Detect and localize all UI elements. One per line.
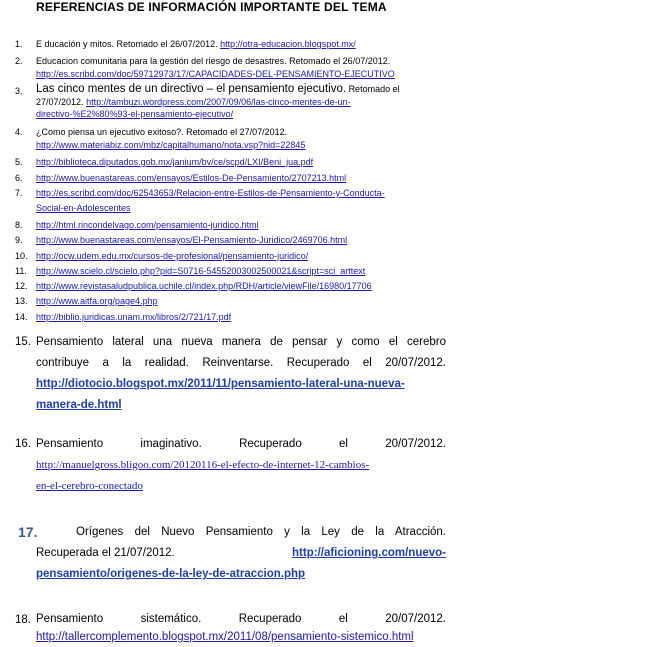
page-title: REFERENCIAS DE INFORMACIÓN IMPORTANTE DEL TEMA (36, 0, 387, 14)
reference-text: Recuperada el 21/07/2012. (36, 547, 175, 559)
reference-number: 7. (15, 188, 23, 198)
reference-text: ¿Como piensa un ejecutivo exitoso?. Retomado el 27/07/2012. (36, 127, 288, 137)
reference-link[interactable]: http://www.buenastareas.com/ensayos/Estilos-De-Pensamiento/2707213.html (36, 173, 347, 183)
reference-text: Pensamiento lateral una nueva manera de pensar y como el cerebro (36, 336, 446, 348)
reference-date: 27/07/2012. (36, 96, 84, 107)
reference-number: 13. (15, 296, 28, 306)
reference-number: 8. (15, 220, 23, 230)
reference-text: Orígenes del Nuevo Pensamiento y la Ley de la Atracción. (76, 526, 446, 538)
reference-link[interactable]: http://www.aitfa.org/page4.php (36, 296, 158, 306)
reference-link[interactable]: http://biblioteca.diputados.gob.mx/janium/bv/ce/scpd/LXI/Beni_jua.pdf (36, 157, 314, 167)
reference-number: 3. (15, 86, 23, 96)
reference-link[interactable]: http://www.revistasaludpublica.uchile.cl/index.php/RDH/article/viewFile/16980/17706 (36, 281, 372, 291)
reference-number: 2. (15, 56, 23, 66)
reference-link-continued[interactable]: manera-de.html (36, 399, 122, 411)
reference-text: contribuye a la realidad. Reinventarse. Recuperado el 20/07/2012. (36, 357, 446, 369)
reference-link[interactable]: http://manuelgross.bligoo.com/20120116-el-efecto-de-internet-12-cambios- (36, 459, 370, 471)
reference-number: 4. (15, 127, 23, 137)
reference-link-continued[interactable]: Social-en-Adolescentes (36, 202, 131, 213)
reference-text: Pensamiento imaginativo. Recuperado el 20/07/2012. (36, 438, 446, 450)
reference-number: 11. (15, 266, 27, 276)
reference-number: 6. (15, 173, 23, 183)
reference-text: Las cinco mentes de un directivo – el pensamiento ejecutivo. (36, 83, 347, 95)
reference-number: 15. (15, 336, 31, 348)
reference-link-continued[interactable]: pensamiento/origenes-de-la-ley-de-atraccion.php (36, 568, 306, 580)
reference-link[interactable]: http://www.buenastareas.com/ensayos/El-Pensamiento-Juridico/2469706.html (36, 235, 348, 245)
reference-link[interactable]: http://ocw.udem.edu.mx/cursos-de-profesional/pensamiento-juridico/ (36, 251, 309, 261)
reference-link[interactable]: http://www.materiabiz.com/mbz/capitalhumano/nota.vsp?nid=22845 (36, 139, 306, 150)
reference-link[interactable]: http://html.rincondelvago.com/pensamiento-juridico.html (36, 220, 259, 230)
reference-link[interactable]: http://tallercomplemento.blogspot.mx/2011/08/pensamiento-sistemico.html (36, 631, 414, 643)
reference-text: Pensamiento sistemático. Recuperado el 20/07/2012. (36, 613, 446, 625)
reference-number: 1. (15, 39, 23, 49)
reference-number: 16. (15, 438, 31, 450)
reference-number: 14. (15, 312, 28, 322)
reference-number: 5. (15, 157, 23, 167)
reference-link[interactable]: http://biblio.juridicas.unam.mx/libros/2/721/17.pdf (36, 312, 232, 322)
reference-link[interactable]: http://otra-educacion.blogspot.mx/ (220, 39, 356, 49)
reference-link[interactable]: http://es.scribd.com/doc/62543653/Relacion-entre-Estilos-de-Pensamiento-y-Conducta- (36, 188, 385, 198)
reference-number: 10. (15, 251, 28, 261)
reference-number: 12. (15, 281, 28, 291)
reference-link-continued[interactable]: en-el-cerebro-conectado (36, 480, 143, 492)
reference-link[interactable]: http://es.scribd.com/doc/59712973/17/CAPACIDADES-DEL-PENSAMIENTO-EJECUTIVO (36, 68, 395, 79)
reference-text-suffix: Retomado el (348, 84, 400, 94)
reference-link[interactable]: http://aficioning.com/nuevo- (292, 547, 446, 559)
reference-text: Educacion comunitaria para la gestión del riesgo de desastres. Retomado el 26/07/2012. (36, 56, 391, 66)
reference-text: E ducación y mitos. Retomado el 26/07/2012. (36, 39, 218, 49)
reference-link[interactable]: http://www.scielo.cl/scielo.php?pid=S0716-54552003002500021&script=sci_arttext (36, 266, 366, 276)
reference-link-continued[interactable]: directivo-%E2%80%93-el-pensamiento-ejecutivo/ (36, 109, 234, 119)
reference-link[interactable]: http://diotocio.blogspot.mx/2011/11/pensamiento-lateral-una-nueva- (36, 378, 405, 390)
reference-number: 18. (15, 614, 31, 626)
reference-link[interactable]: http://tambuzi.wordpress.com/2007/09/06/las-cinco-mentes-de-un- (86, 96, 351, 107)
reference-number: 17. (18, 524, 38, 540)
reference-number: 9. (15, 235, 23, 245)
